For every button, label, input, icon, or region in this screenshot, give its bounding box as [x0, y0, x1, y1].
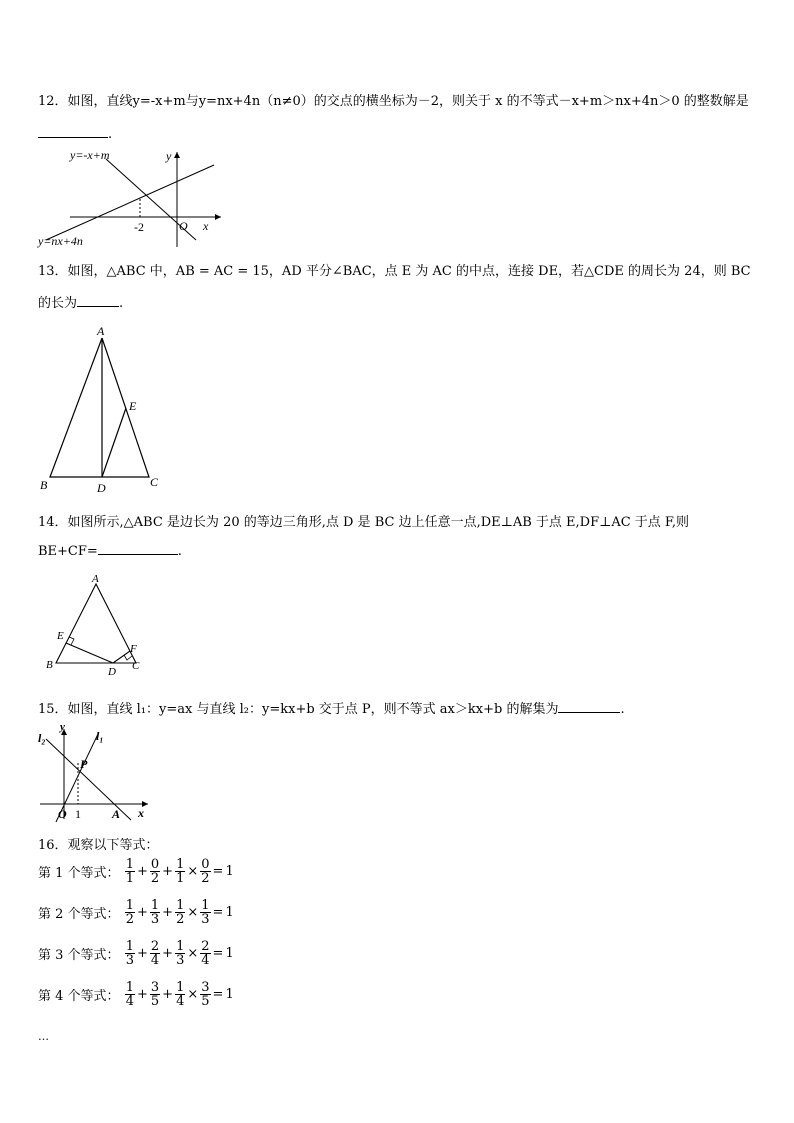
q12-text: 12．如图，直线y=-x+m与y=nx+4n（n≠0）的交点的横坐标为－2，则关于 x 的不等式－x+m＞nx+4n＞0 的整数解是: [38, 94, 749, 109]
eq2-frac-d: $\frac{1}{3}$: [201, 898, 210, 927]
q16-equation-3: 第 3 个等式： $\frac{1}{3}$ + $\frac{2}{4}$ + $\frac{1}{3}$ × $\frac{2}{4}$ = 1: [38, 939, 234, 968]
q15-label-one: 1: [75, 807, 81, 821]
eq4-label: 第 4 个等式：: [38, 989, 120, 1004]
eq3-frac-b: $\frac{2}{4}$: [150, 939, 160, 968]
eq2-frac-c: $\frac{1}{2}$: [176, 898, 185, 927]
eq2-label: 第 2 个等式：: [38, 907, 120, 922]
q13-label-B: B: [40, 478, 48, 492]
q14-figure: [40, 572, 150, 680]
q12-label-tick: -2: [134, 220, 144, 234]
q15-label-l2: l₂: [38, 731, 46, 745]
eq4-frac-c: $\frac{1}{4}$: [176, 980, 185, 1009]
q12-line2: [46, 165, 214, 240]
q13-answer-line: [38, 292, 123, 311]
q12-x-arrow: [215, 214, 221, 220]
q15-text: 15．如图，直线 l₁：y=ax 与直线 l₂：y=kx+b 交于点 P，则不等式 ax＞kx+b 的解集为: [38, 702, 559, 717]
q12-label-line2: y=nx+4n: [38, 234, 83, 248]
q14-text2: BE+CF=: [38, 544, 98, 559]
q14-right-angle-F: [124, 655, 132, 660]
eq3-label: 第 3 个等式：: [38, 948, 120, 963]
q14-tail: .: [177, 544, 182, 559]
q12-figure: [36, 147, 226, 250]
q12-label-x: x: [203, 219, 209, 233]
eq1-frac-c: $\frac{1}{1}$: [176, 857, 185, 886]
eq1-label: 第 1 个等式：: [38, 866, 120, 881]
q12-label-o: O: [179, 219, 188, 233]
q15-tail: .: [620, 702, 625, 717]
q14-text: 14．如图所示,△ABC 是边长为 20 的等边三角形,点 D 是 BC 边上任意一点,DE⊥AB 于点 E,DF⊥AC 于点 F,则: [38, 515, 690, 530]
eq1-frac-d: $\frac{0}{2}$: [201, 857, 210, 886]
q14-segment-DF: [113, 651, 130, 663]
q12-blank[interactable]: [38, 125, 108, 138]
q15-label-x: x: [138, 806, 144, 820]
q13-label-D: D: [97, 481, 106, 494]
q15-label-O: O: [58, 807, 67, 821]
eq4-frac-a: $\frac{1}{4}$: [125, 980, 134, 1009]
q14-blank[interactable]: [98, 542, 178, 555]
eq3-frac-d: $\frac{2}{4}$: [201, 939, 210, 968]
q15-label-P: P: [80, 757, 88, 771]
q12-label-line1: y=-x+m: [70, 148, 110, 162]
q16-text: 16．观察以下等式：: [38, 838, 159, 853]
q15-label-l1: l₁: [96, 729, 104, 743]
q13-segment-DE: [102, 408, 126, 477]
q14-answer-line: [38, 542, 182, 559]
q13-label-E: E: [129, 399, 137, 413]
q14-label-C: C: [132, 660, 140, 672]
eq3-frac-c: $\frac{1}{3}$: [176, 939, 185, 968]
q14-label-D: D: [108, 666, 116, 678]
eq4-frac-d: $\frac{3}{5}$: [201, 980, 210, 1009]
eq4-frac-b: $\frac{3}{5}$: [150, 980, 160, 1009]
q13-label-A: A: [97, 324, 105, 338]
q13-text: 13．如图，△ABC 中，AB = AC = 15，AD 平分∠BAC，点 E 为 AC 的中点，连接 DE，若△CDE 的周长为 24，则 BC: [38, 264, 751, 279]
eq2-frac-a: $\frac{1}{2}$: [125, 898, 134, 927]
q15-blank[interactable]: [558, 700, 620, 713]
q12-answer-line: [38, 125, 112, 142]
q16-ellipsis: …: [38, 1030, 49, 1043]
q15-answer-line: [38, 698, 625, 717]
q13-text2: 的长为: [38, 296, 78, 311]
q13-tail: .: [119, 296, 124, 311]
q14-segment-DE: [66, 643, 113, 663]
eq2-frac-b: $\frac{1}{3}$: [150, 898, 160, 927]
q14-label-E: E: [57, 630, 64, 642]
eq3-frac-a: $\frac{1}{3}$: [125, 939, 134, 968]
q13-label-C: C: [150, 475, 159, 489]
eq1-frac-a: $\frac{1}{1}$: [125, 857, 134, 886]
q14-label-F: F: [130, 643, 137, 655]
q15-figure: [36, 724, 154, 824]
q14-triangle: [56, 584, 136, 663]
q12-label-y: y: [166, 149, 172, 163]
q13-blank[interactable]: [77, 294, 119, 307]
q15-label-y: y: [60, 724, 65, 733]
q12-tail: .: [108, 127, 113, 142]
q16-equation-2: 第 2 个等式： $\frac{1}{2}$ + $\frac{1}{3}$ + $\frac{1}{2}$ × $\frac{1}{3}$ = 1: [38, 898, 234, 927]
q14-label-A: A: [92, 573, 99, 585]
q13-figure: [36, 322, 166, 494]
eq1-frac-b: $\frac{0}{2}$: [150, 857, 160, 886]
q16-equation-4: 第 4 个等式： $\frac{1}{4}$ + $\frac{3}{5}$ + $\frac{1}{4}$ × $\frac{3}{5}$ = 1: [38, 980, 234, 1009]
q15-label-A: A: [112, 807, 121, 821]
q14-right-angle-E: [69, 637, 74, 645]
q16-equation-1: 第 1 个等式： $\frac{1}{1}$ + $\frac{0}{2}$ + $\frac{1}{1}$ × $\frac{0}{2}$ = 1: [38, 857, 234, 886]
q12-y-arrow: [174, 152, 180, 158]
q14-label-B: B: [46, 659, 53, 671]
